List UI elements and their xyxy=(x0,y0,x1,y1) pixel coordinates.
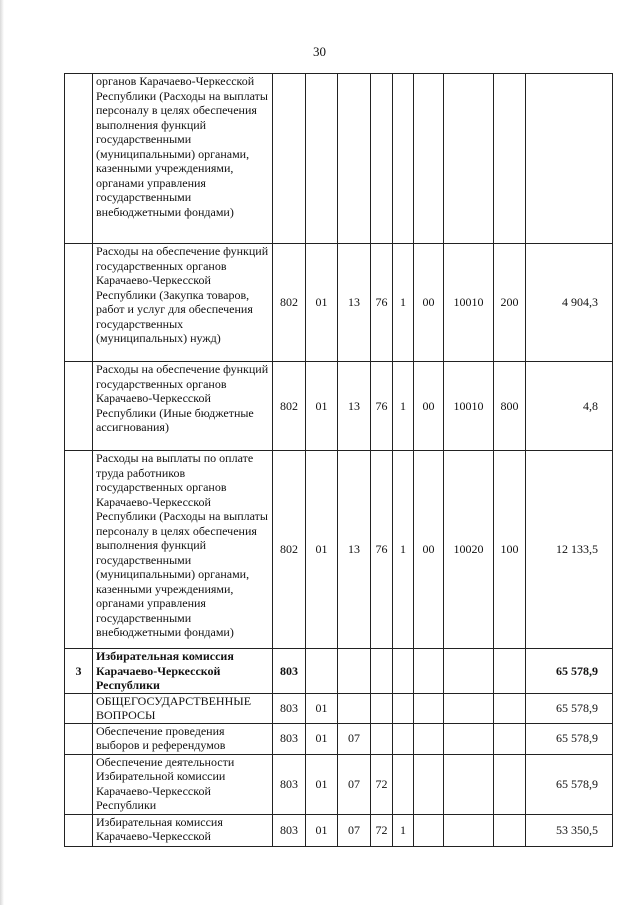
pr-cell xyxy=(338,649,371,694)
csr-subprogram-cell: 1 xyxy=(393,451,414,649)
description-cell: Избирательная комиссия Карачаево-Черкесской Республики xyxy=(93,649,273,694)
amount-cell: 65 578,9 xyxy=(526,754,613,814)
rz-cell: 01 xyxy=(306,451,338,649)
row-number-cell xyxy=(65,451,93,649)
csr-direction-cell xyxy=(444,649,494,694)
ved-cell: 802 xyxy=(273,244,306,362)
budget-table xyxy=(64,73,613,847)
csr-program-cell: 76 xyxy=(371,244,393,362)
csr-program-cell: 72 xyxy=(371,814,393,846)
csr-main-event-cell xyxy=(414,693,444,723)
amount-cell: 4,8 xyxy=(526,362,613,451)
table-row xyxy=(65,693,613,723)
pr-cell xyxy=(338,693,371,723)
amount-cell xyxy=(526,74,613,244)
csr-direction-cell: 10010 xyxy=(444,362,494,451)
csr-subprogram-cell xyxy=(393,693,414,723)
description-cell: Обеспечение деятельности Избирательной комиссии Карачаево-Черкесской Республики xyxy=(93,754,273,814)
csr-subprogram-cell: 1 xyxy=(393,362,414,451)
csr-subprogram-cell xyxy=(393,74,414,244)
pr-cell: 13 xyxy=(338,244,371,362)
table-row xyxy=(65,244,613,362)
pr-cell: 07 xyxy=(338,754,371,814)
amount-cell: 4 904,3 xyxy=(526,244,613,362)
csr-main-event-cell xyxy=(414,649,444,694)
csr-main-event-cell: 00 xyxy=(414,244,444,362)
amount-cell: 65 578,9 xyxy=(526,723,613,754)
amount-cell: 65 578,9 xyxy=(526,649,613,694)
vr-cell xyxy=(494,74,526,244)
vr-cell xyxy=(494,814,526,846)
row-number-cell xyxy=(65,754,93,814)
table-row xyxy=(65,451,613,649)
rz-cell: 01 xyxy=(306,754,338,814)
csr-program-cell xyxy=(371,649,393,694)
vr-cell: 100 xyxy=(494,451,526,649)
vr-cell: 200 xyxy=(494,244,526,362)
pr-cell xyxy=(338,74,371,244)
csr-program-cell: 76 xyxy=(371,362,393,451)
csr-direction-cell: 10020 xyxy=(444,451,494,649)
csr-main-event-cell xyxy=(414,814,444,846)
row-number-cell: 3 xyxy=(65,649,93,694)
row-number-cell xyxy=(65,244,93,362)
csr-main-event-cell xyxy=(414,723,444,754)
ved-cell: 803 xyxy=(273,754,306,814)
table-row xyxy=(65,723,613,754)
ved-cell: 802 xyxy=(273,451,306,649)
table-row xyxy=(65,74,613,244)
rz-cell xyxy=(306,649,338,694)
ved-cell: 803 xyxy=(273,814,306,846)
row-number-cell xyxy=(65,723,93,754)
csr-subprogram-cell: 1 xyxy=(393,244,414,362)
vr-cell xyxy=(494,723,526,754)
csr-direction-cell: 10010 xyxy=(444,244,494,362)
row-number-cell xyxy=(65,814,93,846)
scan-edge-shadow xyxy=(0,0,4,905)
csr-direction-cell xyxy=(444,693,494,723)
csr-direction-cell xyxy=(444,74,494,244)
description-cell: Избирательная комиссия Карачаево-Черкесской xyxy=(93,814,273,846)
amount-cell: 12 133,5 xyxy=(526,451,613,649)
ved-cell: 803 xyxy=(273,649,306,694)
csr-direction-cell xyxy=(444,814,494,846)
pr-cell: 07 xyxy=(338,723,371,754)
csr-program-cell xyxy=(371,74,393,244)
pr-cell: 13 xyxy=(338,362,371,451)
csr-subprogram-cell xyxy=(393,754,414,814)
csr-program-cell: 72 xyxy=(371,754,393,814)
csr-program-cell xyxy=(371,723,393,754)
description-cell: Расходы на обеспечение функций государственных органов Карачаево-Черкесской Республики (Иные бюджетные ассигнования) xyxy=(93,362,273,451)
description-cell: Обеспечение проведения выборов и референдумов xyxy=(93,723,273,754)
csr-subprogram-cell xyxy=(393,723,414,754)
row-number-cell xyxy=(65,362,93,451)
csr-direction-cell xyxy=(444,754,494,814)
budget-table-container xyxy=(64,73,613,847)
rz-cell: 01 xyxy=(306,723,338,754)
rz-cell xyxy=(306,74,338,244)
table-row xyxy=(65,649,613,694)
table-row xyxy=(65,754,613,814)
rz-cell: 01 xyxy=(306,244,338,362)
pr-cell: 13 xyxy=(338,451,371,649)
csr-main-event-cell xyxy=(414,754,444,814)
row-number-cell xyxy=(65,74,93,244)
description-cell: Расходы на выплаты по оплате труда работников государственных органов Карачаево-Черкесской Республики (Расходы на выплаты персоналу в целях обеспечения выполнения функций государственными (муниципальными) органами, казенными учреждениями, органами управления государственными внебюджетными фондами) xyxy=(93,451,273,649)
rz-cell: 01 xyxy=(306,362,338,451)
csr-main-event-cell xyxy=(414,74,444,244)
amount-cell: 65 578,9 xyxy=(526,693,613,723)
rz-cell: 01 xyxy=(306,814,338,846)
pr-cell: 07 xyxy=(338,814,371,846)
csr-main-event-cell: 00 xyxy=(414,451,444,649)
csr-main-event-cell: 00 xyxy=(414,362,444,451)
ved-cell: 803 xyxy=(273,693,306,723)
ved-cell: 802 xyxy=(273,362,306,451)
amount-cell: 53 350,5 xyxy=(526,814,613,846)
table-row xyxy=(65,362,613,451)
vr-cell xyxy=(494,649,526,694)
csr-program-cell xyxy=(371,693,393,723)
vr-cell xyxy=(494,693,526,723)
description-cell: ОБЩЕГОСУДАРСТВЕННЫЕ ВОПРОСЫ xyxy=(93,693,273,723)
row-number-cell xyxy=(65,693,93,723)
csr-subprogram-cell: 1 xyxy=(393,814,414,846)
description-cell: Расходы на обеспечение функций государственных органов Карачаево-Черкесской Республики (Закупка товаров, работ и услуг для обеспечения государственных (муниципальных) нужд) xyxy=(93,244,273,362)
csr-subprogram-cell xyxy=(393,649,414,694)
ved-cell: 803 xyxy=(273,723,306,754)
description-cell: органов Карачаево-Черкесской Республики (Расходы на выплаты персоналу в целях обеспечения выполнения функций государственными (муниципальными) органами, казенными учреждениями, органами управления государственными внебюджетными фондами) xyxy=(93,74,273,244)
csr-program-cell: 76 xyxy=(371,451,393,649)
vr-cell: 800 xyxy=(494,362,526,451)
vr-cell xyxy=(494,754,526,814)
ved-cell xyxy=(273,74,306,244)
table-row xyxy=(65,814,613,846)
csr-direction-cell xyxy=(444,723,494,754)
rz-cell: 01 xyxy=(306,693,338,723)
page-number: 30 xyxy=(313,44,326,59)
